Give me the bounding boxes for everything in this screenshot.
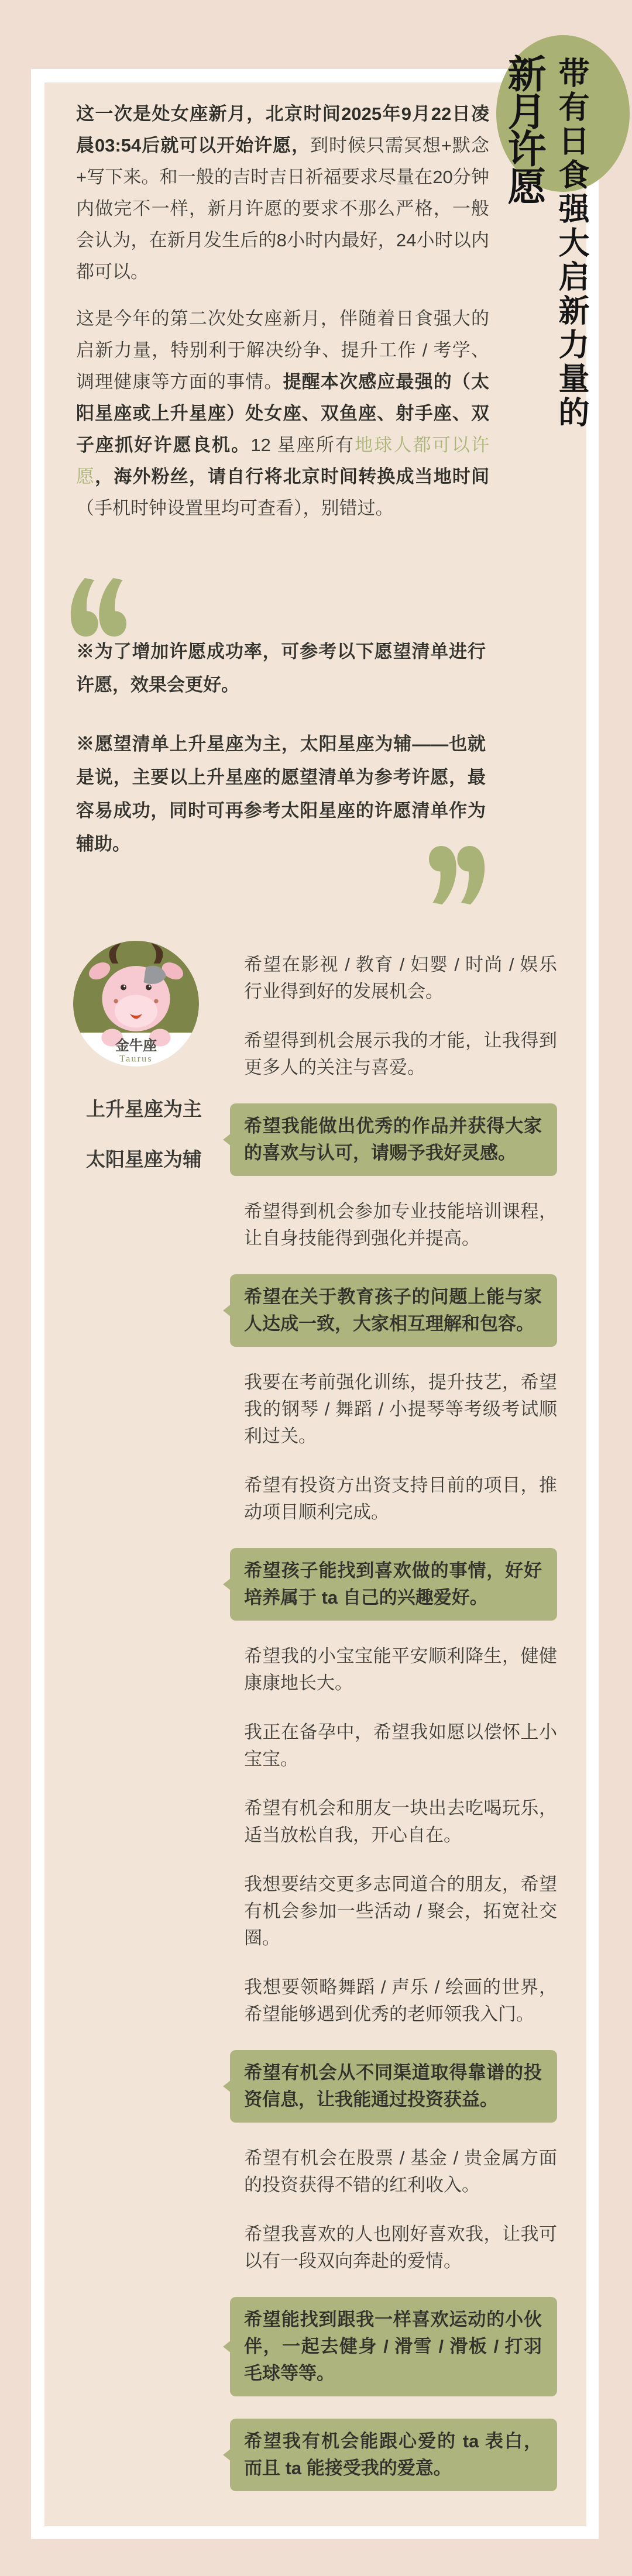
profile-line-sun: 太阳星座为辅 <box>86 1148 202 1170</box>
avatar-sign-cn: 金牛座 <box>115 1038 157 1054</box>
intro-paragraph-2 <box>76 303 489 524</box>
wish-item-highlighted: 希望我能做出优秀的作品并获得大家的喜欢与认可，请赐予我好灵感。 <box>230 1103 557 1176</box>
wish-item: 希望得到机会展示我的才能，让我得到更多人的关注与喜爱。 <box>244 1030 557 1078</box>
wish-item: 希望我的小宝宝能平安顺利降生，健健康康地长大。 <box>244 1646 557 1693</box>
wish-item: 希望得到机会参加专业技能培训课程，让自身技能得到强化并提高。 <box>244 1201 557 1249</box>
intro <box>76 98 489 524</box>
avatar-sign-en: Taurus <box>119 1054 153 1064</box>
wish-item: 希望有机会和朋友一块出去吃喝玩乐，适当放松自我，开心自在。 <box>244 1798 557 1845</box>
intro-text-segment: （手机时钟设置里均可查看），别错过。 <box>76 498 394 518</box>
wish-list <box>230 951 557 2491</box>
page-title-vertical: 新月许愿 <box>502 54 544 204</box>
wish-item-highlighted: 希望能找到跟我一样喜欢运动的小伙伴，一起去健身 / 滑雪 / 滑板 / 打羽毛球等等。 <box>230 2297 557 2396</box>
profile-line-rising: 上升星座为主 <box>86 1098 202 1120</box>
wish-item-highlighted: 希望我有机会能跟心爱的 ta 表白，而且 ta 能接受我的爱意。 <box>230 2419 557 2491</box>
wish-item: 希望有投资方出资支持目前的项目，推动项目顺利完成。 <box>244 1475 557 1522</box>
wish-item-highlighted: 希望有机会从不同渠道取得靠谱的投资信息，让我能通过投资获益。 <box>230 2050 557 2123</box>
profile-labels <box>86 1094 215 1172</box>
intro-paragraph-1 <box>76 98 489 288</box>
intro-text-segment: 这一次是处女座新月，北京时间2025年9月22日凌晨03:54后就可以开始许愿， <box>76 104 489 156</box>
wish-item-highlighted: 希望在关于教育孩子的问题上能与家人达成一致，大家相互理解和包容。 <box>230 1274 557 1347</box>
intro-text-segment: 到时候只需冥想+默念+写下来。和一般的吉时吉日祈福要求尽量在20分钟内做完不一样，新月许愿的要求不那么严格，一般会认为，在新月发生后的8小时内最好，24小时以内都可以。 <box>76 135 489 282</box>
wish-item: 希望在影视 / 教育 / 妇婴 / 时尚 / 娱乐行业得到好的发展机会。 <box>244 954 557 1002</box>
quote-paragraph: ※愿望清单上升星座为主，太阳星座为辅——也就是说，主要以上升星座的愿望清单为参考许愿，最容易成功，同时可再参考太阳星座的许愿清单作为辅助。 <box>76 734 486 854</box>
intro-text-segment: 这是今年的第二次处女座新月，伴随着日食强大的启新力量，特别利于解决纷争、提升工作 / 考学、调理健康等方面的事情。 <box>76 308 489 392</box>
avatar <box>73 941 199 1067</box>
wish-item: 我正在备孕中，希望我如愿以偿怀上小宝宝。 <box>244 1722 557 1769</box>
quote-block <box>76 635 486 861</box>
wish-item: 我想要领略舞蹈 / 声乐 / 绘画的世界，希望能够遇到优秀的老师领我入门。 <box>244 1977 557 2024</box>
page-subtitle-vertical: 带有日食强大启新力量的 <box>554 57 588 430</box>
open-quote-icon <box>68 575 126 640</box>
intro-text-segment: ，海外粉丝，请自行将北京时间转换成当地时间 <box>95 466 490 487</box>
wish-item-highlighted: 希望孩子能找到喜欢做的事情，好好培养属于 ta 自己的兴趣爱好。 <box>230 1548 557 1621</box>
wish-item: 我想要结交更多志同道合的朋友，希望有机会参加一些活动 / 聚会，拓宽社交圈。 <box>244 1874 557 1948</box>
wish-item: 我要在考前强化训练，提升技艺，希望我的钢琴 / 舞蹈 / 小提琴等考级考试顺利过关。 <box>244 1372 557 1446</box>
taurus-cow-icon <box>73 941 199 1067</box>
wish-item: 希望有机会在股票 / 基金 / 贵金属方面的投资获得不错的红利收入。 <box>244 2148 557 2195</box>
intro-text-segment: 12 星座所有 <box>250 435 355 455</box>
intro-text-segment: 提醒本次感应最强的（太阳星座或上升星座）处女座、双鱼座、射手座、双子座抓好许愿良机。 <box>76 372 490 455</box>
intro-green-text: 地球人都可以许愿 <box>76 435 490 487</box>
close-quote-icon <box>429 842 487 908</box>
quote-paragraph: ※为了增加许愿成功率，可参考以下愿望清单进行许愿，效果会更好。 <box>76 641 486 695</box>
wish-item: 希望我喜欢的人也刚好喜欢我，让我可以有一段双向奔赴的爱情。 <box>244 2224 557 2271</box>
